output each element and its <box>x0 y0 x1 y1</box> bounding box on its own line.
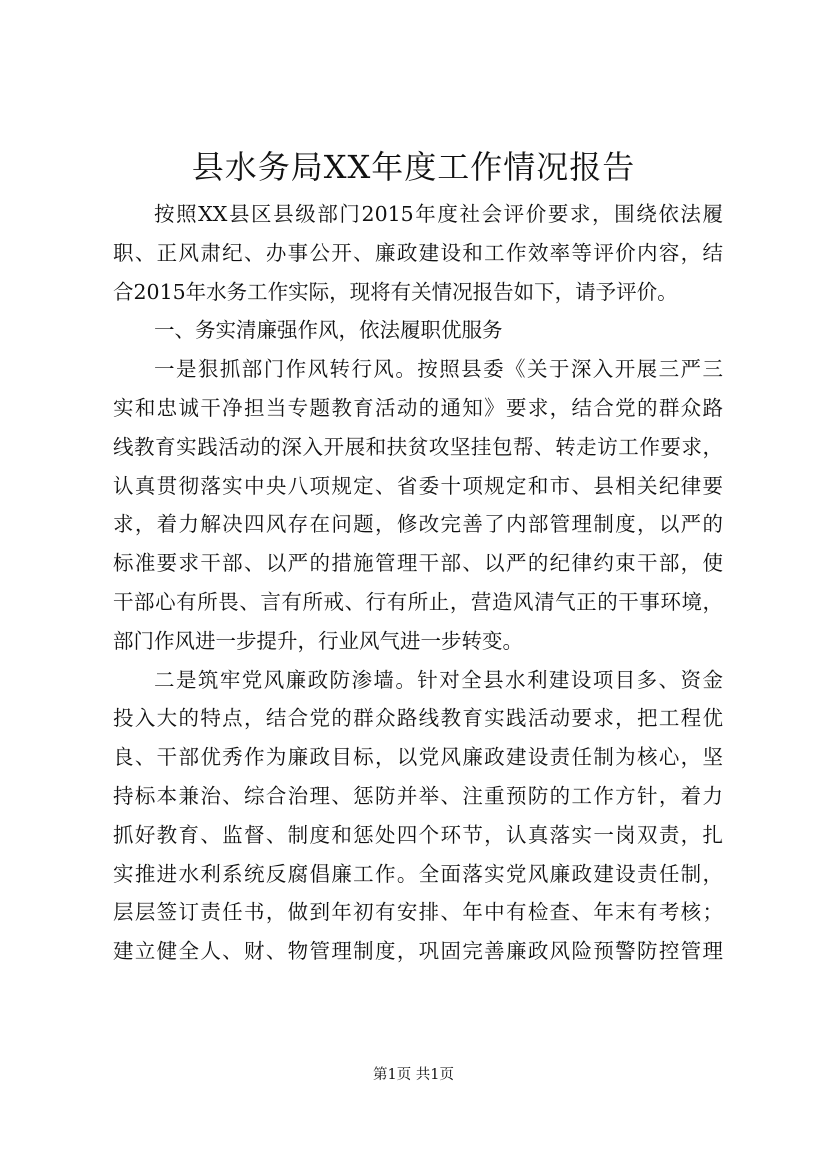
paragraph-line: 抓好教育、监督、制度和惩处四个环节，认真落实一岗双责，扎 <box>113 822 723 847</box>
paragraph-line: 干部心有所畏、言有所戒、行有所止，营造风清气正的干事环境， <box>113 589 723 614</box>
paragraph-line: 投入大的特点，结合党的群众路线教育实践活动要求，把工程优 <box>113 706 723 731</box>
paragraph-line: 部门作风进一步提升，行业风气进一步转变。 <box>113 628 523 653</box>
paragraph-line: 建立健全人、财、物管理制度，巩固完善廉政风险预警防控管理 <box>113 939 723 964</box>
section-heading: 一、务实清廉强作风，依法履职优服务 <box>154 318 503 343</box>
paragraph-line: 实和忠诚干净担当专题教育活动的通知》要求，结合党的群众路 <box>113 395 723 420</box>
paragraph-line: 合2015年水务工作实际，现将有关情况报告如下，请予评价。 <box>113 279 678 304</box>
paragraph-line: 二是筑牢党风廉政防渗墙。针对全县水利建设项目多、资金 <box>154 667 723 692</box>
paragraph-line: 持标本兼治、综合治理、惩防并举、注重预防的工作方针，着力 <box>113 783 723 808</box>
paragraph-line: 良、干部优秀作为廉政目标，以党风廉政建设责任制为核心，坚 <box>113 745 723 770</box>
page-footer: 第1页 共1页 <box>372 1067 455 1083</box>
paragraph-line: 职、正风肃纪、办事公开、廉政建设和工作效率等评价内容，结 <box>113 240 723 265</box>
paragraph-line: 按照XX县区县级部门2015年度社会评价要求，围绕依法履 <box>154 202 723 226</box>
document-body <box>113 195 723 971</box>
paragraph-line: 认真贯彻落实中央八项规定、省委十项规定和市、县相关纪律要 <box>113 473 723 498</box>
paragraph-line: 层层签订责任书，做到年初有安排、年中有检查、年末有考核； <box>113 900 723 925</box>
paragraph-line: 标准要求干部、以严的措施管理干部、以严的纪律约束干部，使 <box>113 551 723 576</box>
document-title: 县水务局XX年度工作情况报告 <box>191 148 636 186</box>
paragraph-line: 线教育实践活动的深入开展和扶贫攻坚挂包帮、转走访工作要求， <box>113 434 723 459</box>
paragraph-line: 实推进水利系统反腐倡廉工作。全面落实党风廉政建设责任制， <box>113 861 723 886</box>
paragraph-line: 一是狠抓部门作风转行风。按照县委《关于深入开展三严三 <box>154 357 723 382</box>
paragraph-line: 求，着力解决四风存在问题，修改完善了内部管理制度，以严的 <box>113 512 723 537</box>
